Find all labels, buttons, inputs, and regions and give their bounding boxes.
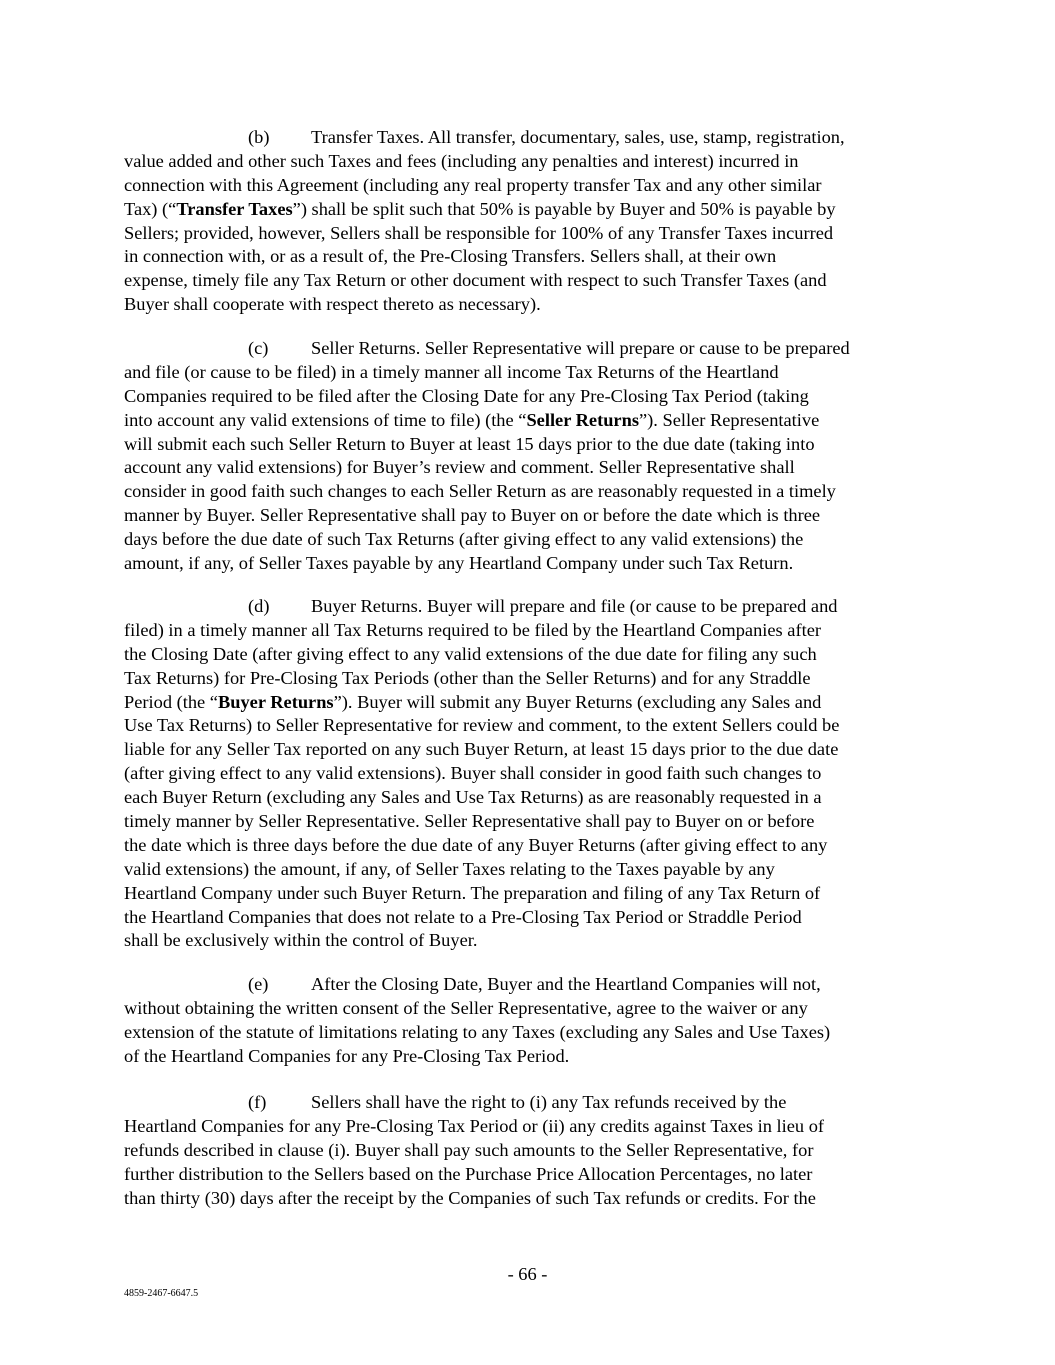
text-line: [124, 456, 944, 480]
text-segment: expense, timely file any Tax Return or other document with respect to such Transfer Taxes (and: [124, 270, 827, 291]
text-segment: days before the due date of such Tax Returns (after giving effect to any valid extensions) the: [124, 529, 804, 550]
paragraph-d: [124, 595, 944, 953]
text-segment: Sellers shall have the right to (i) any Tax refunds received by the: [311, 1092, 787, 1112]
text-segment: valid extensions) the amount, if any, of Seller Taxes relating to the Taxes payable by any: [124, 858, 775, 879]
text-segment: ”). Seller Representative: [638, 409, 820, 430]
text-segment: filed) in a timely manner all Tax Returns required to be filed by the Heartland Companies after: [124, 619, 821, 640]
page-number: - 66 -: [507, 1264, 548, 1284]
text-segment: the Heartland Companies that does not relate to a Pre-Closing Tax Period or Straddle Period: [124, 906, 802, 927]
text-segment: value added and other such Taxes and fees (including any penalties and interest) incurred in: [124, 150, 799, 171]
text-segment: Transfer Taxes. All transfer, documentary, sales, use, stamp, registration,: [311, 127, 845, 147]
text-segment: Tax) (“: [124, 198, 177, 219]
text-line: [124, 528, 944, 552]
text-line: [124, 619, 944, 643]
paragraph-label: (c): [248, 338, 269, 358]
paragraph-c: [124, 337, 944, 576]
text-line: [124, 480, 944, 504]
text-segment: Buyer Returns. Buyer will prepare and file (or cause to be prepared and: [311, 596, 838, 616]
document-id: 4859-2467-6647.5: [124, 1288, 199, 1299]
paragraph-e: [124, 973, 944, 1069]
text-line: [124, 1163, 944, 1187]
text-segment: Sellers; provided, however, Sellers shall be responsible for 100% of any Transfer Taxes incurred: [124, 222, 834, 243]
text-line: [124, 1115, 944, 1139]
text-line: [124, 433, 944, 457]
text-segment: than thirty (30) days after the receipt by the Companies of such Tax refunds or credits. For the: [124, 1187, 816, 1208]
text-line: [124, 198, 944, 222]
text-line: [124, 714, 944, 738]
defined-term: Seller Returns: [526, 409, 639, 430]
text-line: [124, 786, 944, 810]
text-segment: liable for any Seller Tax reported on any such Buyer Return, at least 15 days prior to the due date: [124, 739, 839, 760]
text-segment: in connection with, or as a result of, the Pre-Closing Transfers. Sellers shall, at their own: [124, 246, 777, 267]
text-segment: Tax Returns) for Pre-Closing Tax Periods (other than the Seller Returns) and for any Straddle: [124, 667, 811, 688]
text-segment: each Buyer Return (excluding any Sales and Use Tax Returns) as are reasonably requested in a: [124, 787, 822, 808]
text-segment: Heartland Company under such Buyer Return. The preparation and filing of any Tax Return of: [124, 882, 821, 903]
text-line: [124, 552, 944, 576]
text-segment: connection with this Agreement (including any real property transfer Tax and any other similar: [124, 174, 822, 195]
paragraph-label: (b): [248, 127, 270, 147]
text-line: [124, 409, 944, 433]
text-segment: (after giving effect to any valid extensions). Buyer shall consider in good faith such changes to: [124, 763, 822, 784]
text-line: [124, 738, 944, 762]
text-line: [124, 245, 944, 269]
text-segment: consider in good faith such changes to each Seller Return as are reasonably requested in a timely: [124, 481, 836, 502]
text-line: [124, 882, 944, 906]
defined-term: Buyer Returns: [217, 691, 334, 712]
text-line: [124, 973, 944, 997]
text-segment: account any valid extensions) for Buyer’s review and comment. Seller Representative shall: [124, 457, 795, 478]
text-line: [124, 834, 944, 858]
text-line: [124, 858, 944, 882]
paragraph-label: (f): [248, 1092, 267, 1112]
text-line: [124, 1139, 944, 1163]
text-line: [124, 293, 944, 317]
text-line: [124, 337, 944, 361]
text-line: [124, 667, 944, 691]
text-line: [124, 1045, 944, 1069]
text-segment: timely manner by Seller Representative. Seller Representative shall pay to Buyer on or before: [124, 811, 815, 832]
text-line: [124, 1187, 944, 1211]
text-segment: extension of the statute of limitations relating to any Taxes (excluding any Sales and Use Taxes): [124, 1021, 831, 1042]
text-segment: further distribution to the Sellers based on the Purchase Price Allocation Percentages, no later: [124, 1163, 813, 1184]
text-segment: the Closing Date (after giving effect to any valid extensions of the due date for filing any such: [124, 643, 817, 664]
text-segment: shall be exclusively within the control of Buyer.: [124, 930, 478, 951]
text-line: [124, 595, 944, 619]
text-segment: refunds described in clause (i). Buyer shall pay such amounts to the Seller Representative, for: [124, 1139, 814, 1160]
text-segment: amount, if any, of Seller Taxes payable by any Heartland Company under such Tax Return.: [124, 553, 794, 574]
text-line: [124, 1091, 944, 1115]
text-segment: Seller Returns. Seller Representative will prepare or cause to be prepared: [311, 338, 850, 358]
text-line: [124, 762, 944, 786]
text-segment: Period (the “: [124, 691, 218, 712]
text-line: [124, 361, 944, 385]
text-segment: Buyer shall cooperate with respect thereto as necessary).: [124, 294, 541, 315]
text-segment: manner by Buyer. Seller Representative shall pay to Buyer on or before the date which is three: [124, 505, 821, 526]
text-segment: ”) shall be split such that 50% is payable by Buyer and 50% is payable by: [292, 198, 836, 219]
text-segment: ”). Buyer will submit any Buyer Returns (excluding any Sales and: [333, 691, 822, 712]
text-line: [124, 504, 944, 528]
text-line: [124, 1021, 944, 1045]
text-line: [124, 810, 944, 834]
text-line: [124, 269, 944, 293]
text-line: [124, 906, 944, 930]
paragraph-b: [124, 126, 944, 317]
text-line: [124, 222, 944, 246]
text-segment: After the Closing Date, Buyer and the Heartland Companies will not,: [311, 974, 821, 994]
text-segment: without obtaining the written consent of the Seller Representative, agree to the waiver or any: [124, 997, 808, 1018]
text-line: [124, 691, 944, 715]
text-line: [124, 643, 944, 667]
paragraph-f: [124, 1091, 944, 1210]
text-segment: into account any valid extensions of time to file) (the “: [124, 409, 527, 430]
paragraph-label: (e): [248, 974, 269, 994]
text-segment: the date which is three days before the due date of any Buyer Returns (after giving effect to any: [124, 834, 828, 855]
text-line: [124, 174, 944, 198]
text-segment: will submit each such Seller Return to Buyer at least 15 days prior to the due date (taking into: [124, 433, 815, 454]
text-segment: Heartland Companies for any Pre-Closing Tax Period or (ii) any credits against Taxes in lieu of: [124, 1115, 825, 1136]
text-segment: Companies required to be filed after the Closing Date for any Pre-Closing Tax Period (taking: [124, 385, 809, 406]
text-line: [124, 126, 944, 150]
text-segment: and file (or cause to be filed) in a timely manner all income Tax Returns of the Heartland: [124, 361, 779, 382]
text-line: [124, 385, 944, 409]
text-line: [124, 929, 944, 953]
text-line: [124, 997, 944, 1021]
paragraph-label: (d): [248, 596, 270, 616]
text-segment: Use Tax Returns) to Seller Representative for review and comment, to the extent Sellers could be: [124, 715, 840, 736]
text-segment: of the Heartland Companies for any Pre-Closing Tax Period.: [124, 1045, 570, 1066]
defined-term: Transfer Taxes: [176, 198, 293, 219]
text-line: [124, 150, 944, 174]
